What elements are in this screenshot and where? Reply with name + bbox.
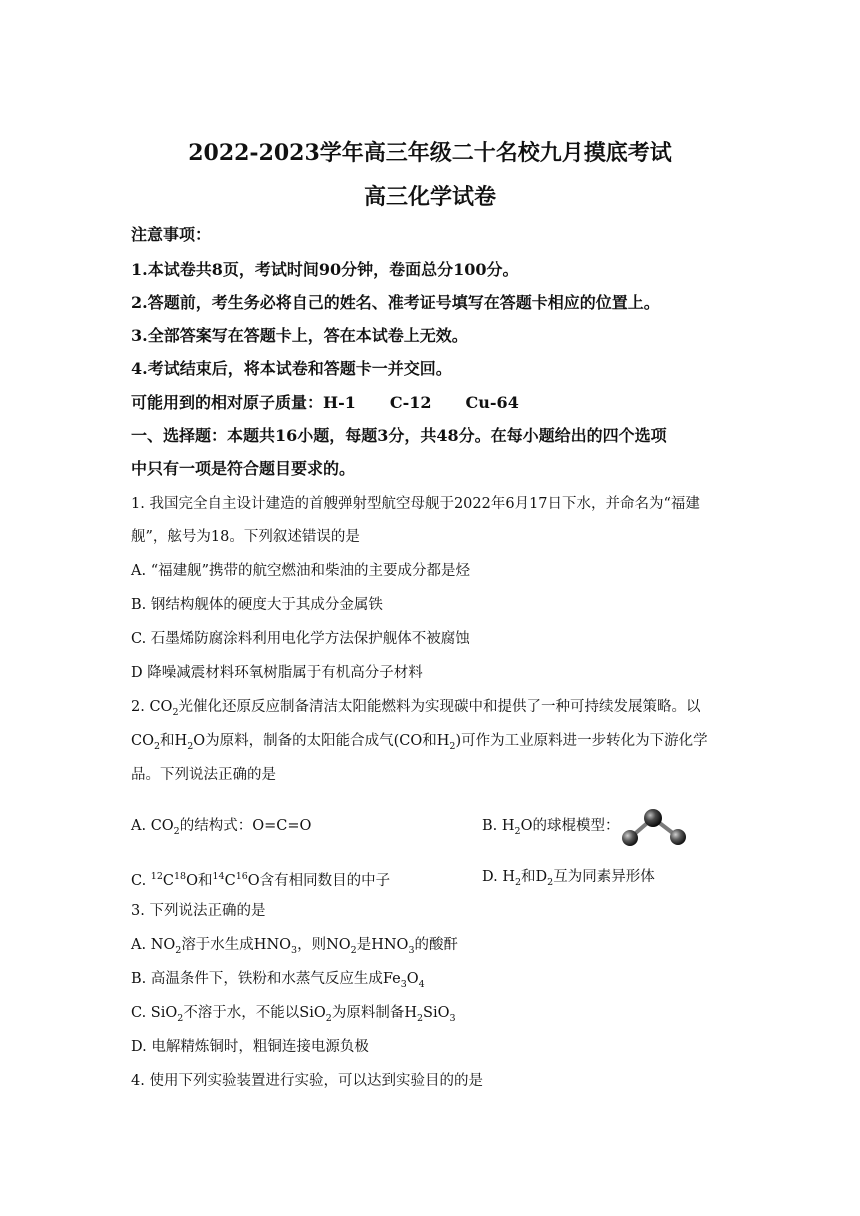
notice-item-2: 2.答题前，考生务必将自己的姓名、准考证号填写在答题卡相应的位置上。 (131, 293, 660, 312)
mass-h: H-1 (323, 393, 356, 412)
q2-option-d: D. $H_2$和$D_2$互为同素异形体 (482, 869, 655, 888)
water-ball-stick-model-icon (620, 806, 690, 850)
q2-stem-line-1: 2. $CO_2$光催化还原反应制备清洁太阳能燃料为实现碳中和提供了一种可持续发展策略。以 (131, 699, 701, 718)
exam-title: 2022-2023学年高三年级二十名校九月摸底考试 (188, 140, 672, 166)
q4-stem: 4. 使用下列实验装置进行实验，可以达到实验目的的是 (131, 1073, 483, 1089)
q1-option-d: D 降噪减震材料环氧树脂属于有机高分子材料 (131, 665, 423, 681)
notice-heading: 注意事项： (131, 225, 212, 244)
q3-option-b: B. 高温条件下，铁粉和水蒸气反应生成$Fe_3O_4$ (131, 971, 425, 990)
mass-cu: Cu-64 (465, 393, 519, 412)
q1-option-c: C. 石墨烯防腐涂料利用电化学方法保护舰体不被腐蚀 (131, 631, 470, 647)
q3-option-a: A. $NO_2$溶于水生成$HNO_3$，则$NO_2$是$HNO_3$的酸酐 (131, 937, 458, 956)
atomic-mass-line (131, 393, 519, 413)
q1-stem-line-2: 舰”，舷号为18。下列叙述错误的是 (131, 529, 360, 545)
q3-option-c: C. SiO$_2$不溶于水，不能以SiO$_2$为原料制备$H_2SiO_3$ (131, 1005, 456, 1024)
q2-option-a: A. $CO_2$的结构式：O=C=O (131, 818, 312, 837)
q2-stem-line-3: 品。下列说法正确的是 (131, 767, 276, 783)
atomic-mass-label: 可能用到的相对原子质量： (131, 393, 324, 412)
notice-item-4: 4.考试结束后，将本试卷和答题卡一并交回。 (131, 359, 452, 378)
section-heading-line-1: 一、选择题：本题共16小题，每题3分，共48分。在每小题给出的四个选项 (131, 426, 667, 445)
section-heading-line-2: 中只有一项是符合题目要求的。 (131, 459, 356, 478)
q1-option-b: B. 钢结构舰体的硬度大于其成分金属铁 (131, 597, 383, 613)
q2-option-c: C. $^{12}C^{18}O$和$^{14}C^{16}O$含有相同数目的中子 (131, 871, 391, 889)
q1-stem-line-1: 1. 我国完全自主设计建造的首艘弹射型航空母舰于2022年6月17日下水，并命名为“福建 (131, 496, 700, 512)
q3-stem: 3. 下列说法正确的是 (131, 903, 266, 919)
q2-stem-line-2: $CO_2$和$H_2O$为原料，制备的太阳能合成气(CO和$H_2$)可作为工业原料进一步转化为下游化学 (131, 733, 708, 752)
exam-subtitle: 高三化学试卷 (363, 184, 496, 210)
q3-option-d: D. 电解精炼铜时，粗铜连接电源负极 (131, 1039, 369, 1055)
q1-option-a: A. “福建舰”携带的航空燃油和柴油的主要成分都是烃 (131, 563, 471, 579)
q2-option-b: B. $H_2O$的球棍模型： (482, 818, 620, 837)
notice-item-1: 1.本试卷共8页，考试时间90分钟，卷面总分100分。 (131, 260, 519, 279)
notice-item-3: 3.全部答案写在答题卡上，答在本试卷上无效。 (131, 326, 468, 345)
mass-c: C-12 (389, 393, 432, 412)
